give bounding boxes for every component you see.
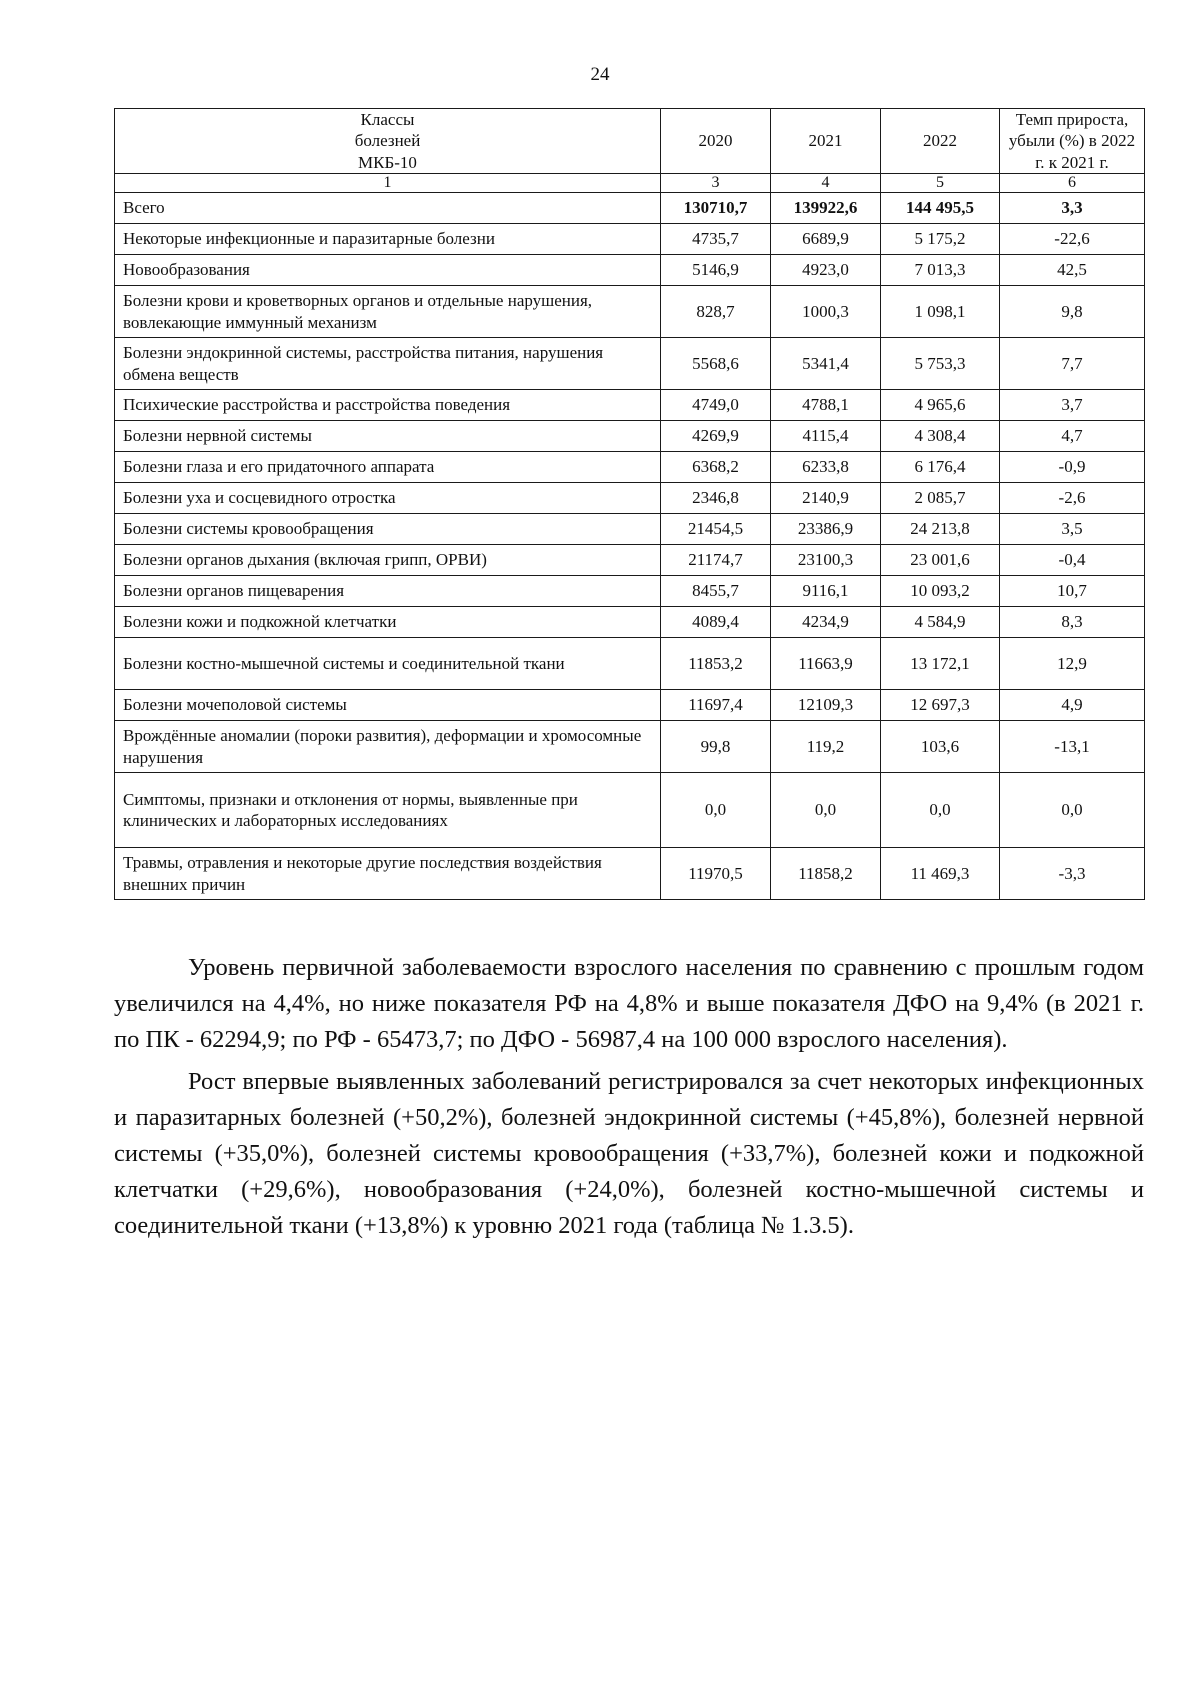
value-rate: 4,7 — [1000, 421, 1145, 452]
table-header-row — [115, 109, 1145, 174]
header-classes-line: Классы — [360, 110, 415, 130]
value-rate: -13,1 — [1000, 721, 1145, 773]
value-2022: 103,6 — [881, 721, 1000, 773]
value-2021: 12109,3 — [771, 690, 881, 721]
value-2022: 13 172,1 — [881, 638, 1000, 690]
value-2020: 5568,6 — [661, 338, 771, 390]
table-row — [115, 483, 1145, 514]
table-row — [115, 338, 1145, 390]
value-2022: 144 495,5 — [881, 193, 1000, 224]
table-row — [115, 514, 1145, 545]
value-2022: 6 176,4 — [881, 452, 1000, 483]
value-rate: 0,0 — [1000, 773, 1145, 848]
value-2021: 4115,4 — [771, 421, 881, 452]
column-index: 4 — [771, 174, 881, 193]
value-2021: 119,2 — [771, 721, 881, 773]
column-index: 6 — [1000, 174, 1145, 193]
row-name: Болезни глаза и его придаточного аппарата — [115, 452, 661, 483]
value-rate: -2,6 — [1000, 483, 1145, 514]
value-2022: 7 013,3 — [881, 255, 1000, 286]
value-2021: 4788,1 — [771, 390, 881, 421]
row-name: Врождённые аномалии (пороки развития), деформации и хромосомные нарушения — [115, 721, 661, 773]
row-name: Болезни кожи и подкожной клетчатки — [115, 607, 661, 638]
value-rate: 8,3 — [1000, 607, 1145, 638]
table-row — [115, 576, 1145, 607]
value-2021: 0,0 — [771, 773, 881, 848]
row-name: Болезни органов пищеварения — [115, 576, 661, 607]
value-2022: 2 085,7 — [881, 483, 1000, 514]
column-index: 3 — [661, 174, 771, 193]
header-rate-line: убыли (%) в 2022 — [1008, 131, 1136, 151]
value-2020: 828,7 — [661, 286, 771, 338]
row-name: Болезни уха и сосцевидного отростка — [115, 483, 661, 514]
row-name: Болезни мочеполовой системы — [115, 690, 661, 721]
value-2021: 11858,2 — [771, 848, 881, 900]
value-rate: 12,9 — [1000, 638, 1145, 690]
table-row — [115, 721, 1145, 773]
value-2020: 130710,7 — [661, 193, 771, 224]
header-classes — [115, 109, 661, 174]
table-row-total — [115, 193, 1145, 224]
value-2020: 8455,7 — [661, 576, 771, 607]
header-2021: 2021 — [771, 109, 881, 174]
header-rate-line: г. к 2021 г. — [1035, 152, 1109, 172]
value-2021: 6233,8 — [771, 452, 881, 483]
column-index: 1 — [115, 174, 661, 193]
value-2020: 2346,8 — [661, 483, 771, 514]
value-2022: 4 965,6 — [881, 390, 1000, 421]
header-classes-line: МКБ-10 — [358, 152, 417, 172]
row-name: Травмы, отравления и некоторые другие последствия воздействия внешних причин — [115, 848, 661, 900]
value-2020: 11853,2 — [661, 638, 771, 690]
value-2022: 0,0 — [881, 773, 1000, 848]
page-number: 24 — [590, 64, 610, 85]
value-2020: 11970,5 — [661, 848, 771, 900]
value-rate: -3,3 — [1000, 848, 1145, 900]
value-rate: -0,9 — [1000, 452, 1145, 483]
value-2020: 4089,4 — [661, 607, 771, 638]
value-2022: 1 098,1 — [881, 286, 1000, 338]
row-name: Психические расстройства и расстройства поведения — [115, 390, 661, 421]
row-name: Болезни органов дыхания (включая грипп, ОРВИ) — [115, 545, 661, 576]
row-name: Некоторые инфекционные и паразитарные болезни — [115, 224, 661, 255]
value-rate: -0,4 — [1000, 545, 1145, 576]
value-2022: 5 175,2 — [881, 224, 1000, 255]
value-2021: 9116,1 — [771, 576, 881, 607]
value-rate: 3,7 — [1000, 390, 1145, 421]
value-rate: 10,7 — [1000, 576, 1145, 607]
row-name: Болезни системы кровообращения — [115, 514, 661, 545]
column-index: 5 — [881, 174, 1000, 193]
table-row — [115, 286, 1145, 338]
value-2021: 1000,3 — [771, 286, 881, 338]
table-row — [115, 690, 1145, 721]
table-row — [115, 607, 1145, 638]
header-rate — [1000, 109, 1145, 174]
value-2021: 6689,9 — [771, 224, 881, 255]
value-2020: 4269,9 — [661, 421, 771, 452]
value-2021: 11663,9 — [771, 638, 881, 690]
header-classes-line: болезней — [354, 131, 421, 151]
value-2022: 4 308,4 — [881, 421, 1000, 452]
value-2020: 6368,2 — [661, 452, 771, 483]
value-2021: 23386,9 — [771, 514, 881, 545]
paragraph: Рост впервые выявленных заболеваний регистрировался за счет некоторых инфекционных и паразитарных болезней (+50,2%), болезней эндокринной системы (+45,8%), болезней нервной системы (+35,0%), болезней системы кровообращения (+33,7%), болезней кожи и подкожной клетчатки (+29,6%), новообразования (+24,0%), болезней костно-мышечной системы и соединительной ткани (+13,8%) к уровню 2021 года (таблица № 1.3.5). — [114, 1068, 1144, 1239]
value-2022: 4 584,9 — [881, 607, 1000, 638]
value-rate: 42,5 — [1000, 255, 1145, 286]
value-2022: 12 697,3 — [881, 690, 1000, 721]
header-rate-line: Темп прироста, — [1015, 110, 1129, 130]
value-2020: 11697,4 — [661, 690, 771, 721]
column-index-row — [115, 174, 1145, 193]
table-row — [115, 452, 1145, 483]
value-rate: 3,3 — [1000, 193, 1145, 224]
value-2022: 10 093,2 — [881, 576, 1000, 607]
table-row — [115, 224, 1145, 255]
value-2021: 23100,3 — [771, 545, 881, 576]
table-row — [115, 545, 1145, 576]
value-2020: 0,0 — [661, 773, 771, 848]
row-name: Болезни костно-мышечной системы и соединительной ткани — [115, 638, 661, 690]
value-2020: 4735,7 — [661, 224, 771, 255]
value-2022: 11 469,3 — [881, 848, 1000, 900]
table-row — [115, 255, 1145, 286]
value-2020: 99,8 — [661, 721, 771, 773]
table-row — [115, 773, 1145, 848]
value-rate: -22,6 — [1000, 224, 1145, 255]
value-2020: 21454,5 — [661, 514, 771, 545]
value-2022: 5 753,3 — [881, 338, 1000, 390]
value-rate: 9,8 — [1000, 286, 1145, 338]
row-name: Симптомы, признаки и отклонения от нормы, выявленные при клинических и лабораторных исследованиях — [115, 773, 661, 848]
table-row — [115, 421, 1145, 452]
value-rate: 4,9 — [1000, 690, 1145, 721]
table-row — [115, 638, 1145, 690]
header-2022: 2022 — [881, 109, 1000, 174]
value-2021: 139922,6 — [771, 193, 881, 224]
value-2022: 24 213,8 — [881, 514, 1000, 545]
body-text — [114, 950, 1144, 1250]
value-rate: 3,5 — [1000, 514, 1145, 545]
table-row — [115, 848, 1145, 900]
value-rate: 7,7 — [1000, 338, 1145, 390]
paragraph: Уровень первичной заболеваемости взрослого населения по сравнению с прошлым годом увеличился на 4,4%, но ниже показателя РФ на 4,8% и выше показателя ДФО на 9,4% (в 2021 г. по ПК - 62294,9; по РФ - 65473,7; по ДФО - 56987,4 на 100 000 взрослого населения). — [114, 954, 1144, 1053]
value-2020: 5146,9 — [661, 255, 771, 286]
header-2020: 2020 — [661, 109, 771, 174]
value-2021: 4234,9 — [771, 607, 881, 638]
morbidity-table — [114, 108, 1145, 900]
value-2021: 2140,9 — [771, 483, 881, 514]
value-2020: 4749,0 — [661, 390, 771, 421]
row-name: Болезни эндокринной системы, расстройства питания, нарушения обмена веществ — [115, 338, 661, 390]
value-2022: 23 001,6 — [881, 545, 1000, 576]
row-name: Всего — [115, 193, 661, 224]
row-name: Новообразования — [115, 255, 661, 286]
row-name: Болезни нервной системы — [115, 421, 661, 452]
table-row — [115, 390, 1145, 421]
value-2021: 4923,0 — [771, 255, 881, 286]
value-2021: 5341,4 — [771, 338, 881, 390]
row-name: Болезни крови и кроветворных органов и отдельные нарушения, вовлекающие иммунный механизм — [115, 286, 661, 338]
value-2020: 21174,7 — [661, 545, 771, 576]
